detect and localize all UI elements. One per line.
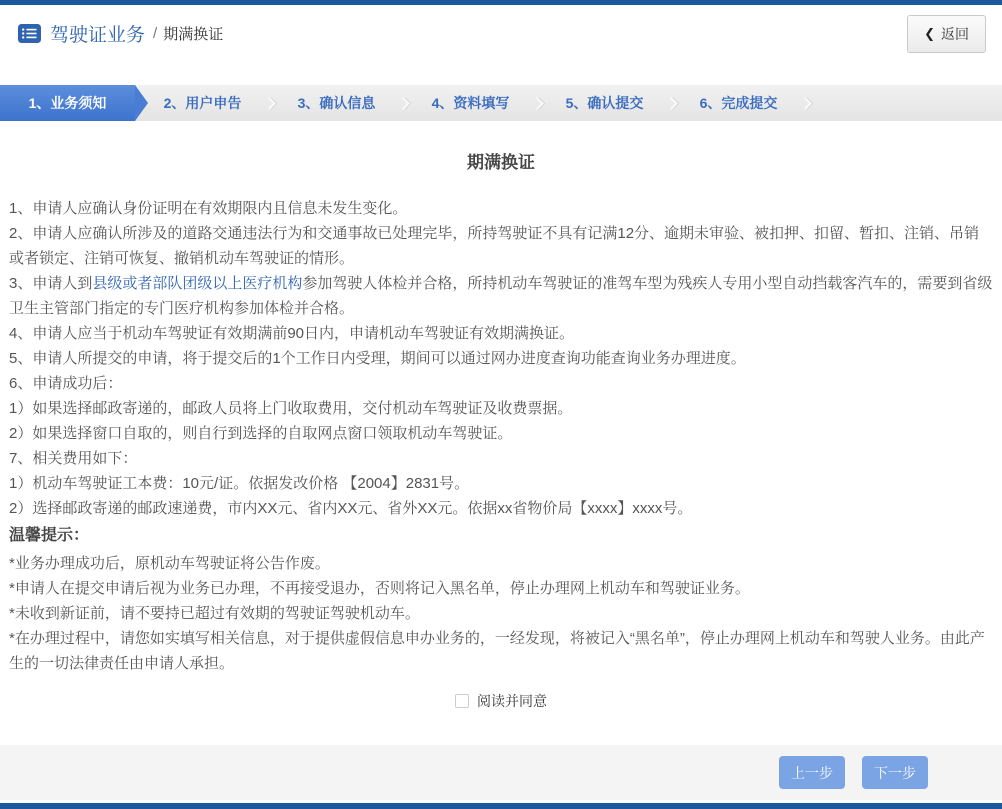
- notice-text-segment: 4、申请人应当于机动车驾驶证有效期满前90日内，申请机动车驾驶证有效期满换证。: [9, 325, 575, 342]
- notice-text-segment: 2）选择邮政寄递的邮政速递费，市内XX元、省内XX元、省外XX元。依据xx省物价局【xxxx】xxxx号。: [9, 500, 693, 517]
- notice-text-segment: 1、申请人应确认身份证明在有效期限内且信息未发生变化。: [9, 200, 408, 217]
- notice-text-segment: 2、申请人应确认所涉及的道路交通违法行为和交通事故已处理完毕，所持驾驶证不具有记满12分、逾期未审验、被扣押、扣留、暂扣、注销、吊销或者锁定、注销可恢复、撤销机动车驾驶证的情形。: [9, 225, 980, 267]
- breadcrumb-separator: /: [153, 25, 158, 42]
- notice-text-segment: 1）机动车驾驶证工本费：10元/证。依据发改价格 【2004】2831号。: [9, 475, 470, 492]
- notice-text-segment: 3、申请人到: [9, 275, 93, 292]
- back-button-label: 返回: [941, 25, 969, 42]
- agree-checkbox[interactable]: [455, 694, 469, 708]
- breadcrumb-page: 期满换证: [163, 26, 224, 43]
- header: [0, 5, 1002, 62]
- medical-org-link[interactable]: 县级或者部队团级以上医疗机构: [92, 275, 303, 292]
- tips-body: [9, 551, 993, 676]
- agreement-row: [9, 691, 993, 711]
- notice-text-segment: 2）如果选择窗口自取的，则自行到选择的自取网点窗口领取机动车驾驶证。: [9, 425, 513, 442]
- notice-text-segment: 6、申请成功后：: [9, 375, 123, 392]
- notice-paragraph: [9, 271, 993, 321]
- notice-paragraph: [9, 446, 993, 471]
- notice-paragraph: [9, 196, 993, 221]
- next-step-button[interactable]: 下一步: [862, 756, 928, 789]
- step-tab-1[interactable]: 1、业务须知: [0, 85, 135, 121]
- notice-paragraph: [9, 371, 993, 396]
- agree-checkbox-label: 阅读并同意: [477, 693, 547, 709]
- notice-paragraph: [9, 496, 993, 521]
- notice-text-segment: 7、相关费用如下：: [9, 450, 138, 467]
- notice-paragraph: [9, 221, 993, 271]
- step-tab-4[interactable]: 4、资料填写: [431, 95, 510, 111]
- back-button[interactable]: [907, 15, 986, 53]
- page-title: 期满换证: [467, 153, 535, 172]
- footer-bar: [0, 745, 1002, 800]
- bottom-accent-bar: [0, 803, 1002, 809]
- notice-text-segment: 1）如果选择邮政寄递的，邮政人员将上门收取费用，交付机动车驾驶证及收费票据。: [9, 400, 573, 417]
- notice-text-segment: 5、申请人所提交的申请，将于提交后的1个工作日内受理，期间可以通过网办进度查询功能查询业务办理进度。: [9, 350, 746, 367]
- breadcrumb: [18, 20, 223, 47]
- tip-paragraph: *业务办理成功后，原机动车驾驶证将公告作废。: [9, 555, 330, 572]
- tips-title: 温馨提示：: [9, 527, 90, 544]
- step-tab-2[interactable]: 2、用户申告: [163, 95, 242, 111]
- tip-paragraph: *申请人在提交申请后视为业务已办理，不再接受退办，否则将记入黑名单，停止办理网上机动车和驾驶证业务。: [9, 580, 750, 597]
- notice-text-segment: 参加驾驶人体检并合格，所持机动车驾驶证的准驾车型为残疾人专用小型自动挡载客汽车的，需要到省级卫生主管部门指定的专门医疗机构参加体检并合格。: [9, 275, 993, 317]
- tip-paragraph: *在办理过程中，请您如实填写相关信息，对于提供虚假信息申办业务的，一经发现，将被记入“黑名单”，停止办理网上机动车和驾驶人业务。由此产生的一切法律责任由申请人承担。: [9, 630, 985, 672]
- step-tabs: [0, 85, 1002, 121]
- notice-paragraph: [9, 421, 993, 446]
- notice-paragraph: [9, 321, 993, 346]
- notice-paragraph: [9, 471, 993, 496]
- list-icon: [18, 24, 41, 43]
- notice-paragraph: [9, 396, 993, 421]
- step-tab-5[interactable]: 5、确认提交: [565, 95, 644, 111]
- breadcrumb-section: 驾驶证业务: [50, 25, 146, 46]
- notice-body: [9, 196, 993, 521]
- step-tab-3[interactable]: 3、确认信息: [297, 95, 376, 111]
- main-content: [0, 121, 1002, 745]
- step-tab-6[interactable]: 6、完成提交: [699, 95, 778, 111]
- tip-paragraph: *未收到新证前，请不要持已超过有效期的驾驶证驾驶机动车。: [9, 605, 420, 622]
- notice-paragraph: [9, 346, 993, 371]
- prev-step-button[interactable]: 上一步: [779, 756, 845, 789]
- chevron-left-icon: ❮: [924, 25, 935, 41]
